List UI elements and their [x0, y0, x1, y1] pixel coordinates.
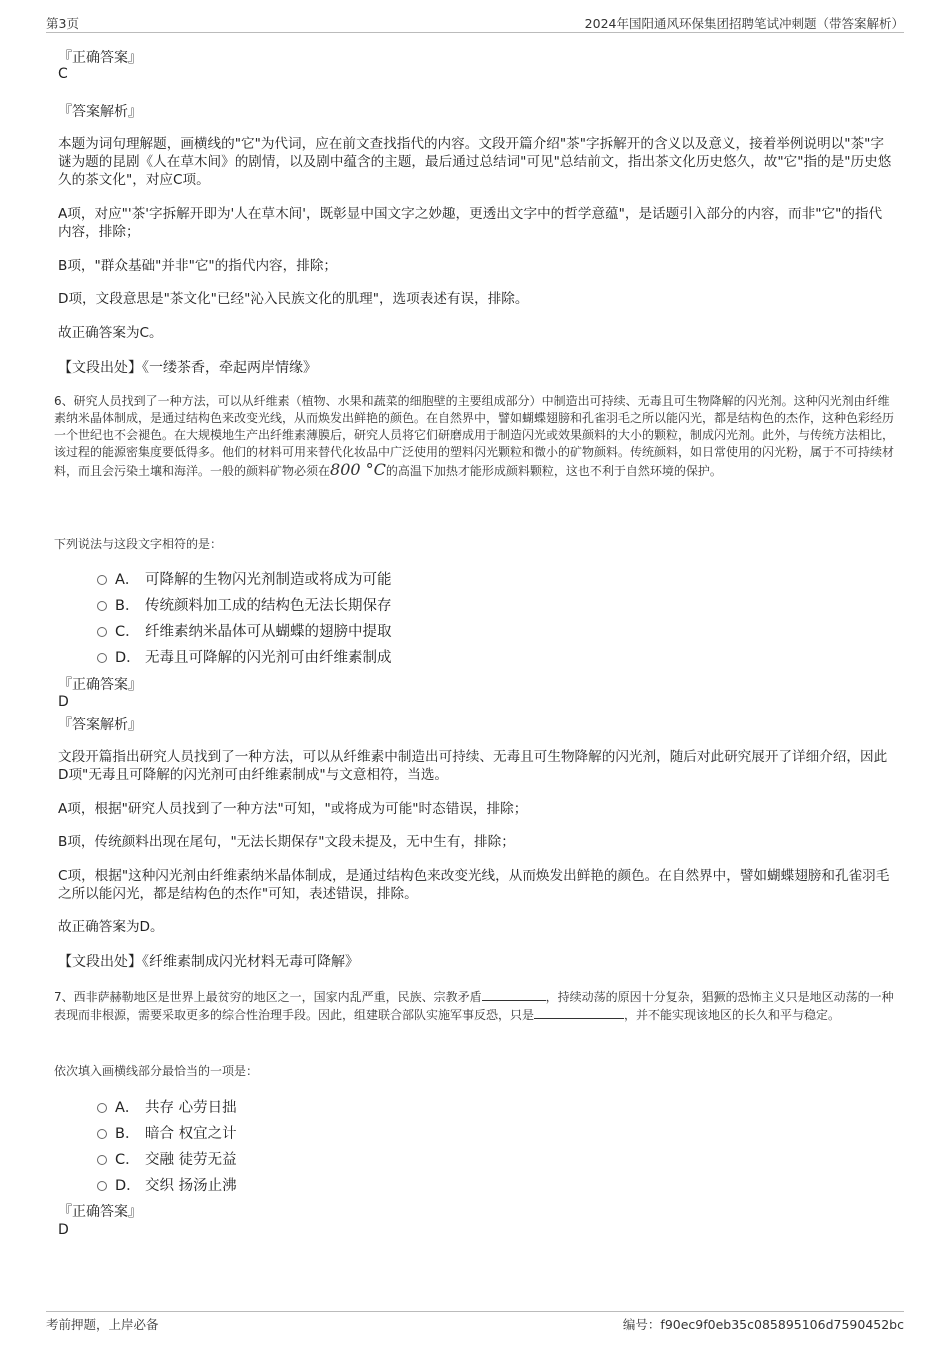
footer-slogan: 考前押题，上岸必备	[46, 1317, 159, 1332]
option-letter: D．	[115, 1177, 141, 1194]
q6-analysis-b: B项，传统颜料出现在尾句，"无法长期保存"文段未提及，无中生有，排除；	[58, 834, 515, 850]
option-letter: B．	[115, 597, 140, 614]
q7-answer: D	[58, 1222, 69, 1238]
q6-answer: D	[58, 694, 69, 710]
option-text: 交融 徒劳无益	[145, 1151, 237, 1168]
q6-analysis-main: 文段开篇指出研究人员找到了一种方法，可以从纤维素中制造出可持续、无毒且可生物降解的闪光剂，随后对此研究展开了详细介绍，因此D项"无毒且可降解的闪光剂可由纤维素制成"与文意相符，当选。	[58, 749, 888, 783]
q5-analysis-label: 『答案解析』	[58, 104, 142, 120]
temperature-value: 800 °C	[330, 460, 386, 479]
option-text: 共存 心劳日拙	[145, 1099, 237, 1116]
q6-option-b[interactable]	[97, 594, 392, 614]
q5-answer: C	[58, 66, 68, 82]
q7-prompt: 依次填入画横线部分最恰当的一项是：	[54, 1064, 259, 1078]
option-letter: B．	[115, 1125, 140, 1142]
page-header	[46, 14, 904, 33]
q6-prompt: 下列说法与这段文字相符的是：	[54, 537, 223, 551]
q6-analysis-c: C项，根据"这种闪光剂由纤维素纳米晶体制成，是通过结构色来改变光线，从而焕发出鲜艳的颜色。在自然界中，譬如蝴蝶翅膀和孔雀羽毛之所以能闪光，都是结构色的杰作"可知，表述错误，排除。	[58, 868, 890, 902]
q6-option-d[interactable]	[97, 646, 392, 666]
q6-correct-label: 『正确答案』	[58, 677, 142, 693]
q5-analysis-a: A项，对应"'茶'字拆解开即为'人在草木间'，既彰显中国文字之妙趣，更透出文字中的哲学意蕴"，是话题引入部分的内容，而非"它"的指代内容，排除；	[58, 206, 883, 240]
radio-icon[interactable]	[97, 1103, 107, 1113]
option-text: 纤维素纳米晶体可从蝴蝶的翅膀中提取	[145, 623, 392, 640]
option-letter: A．	[115, 1099, 140, 1116]
q5-analysis-main: 本题为词句理解题，画横线的"它"为代词，应在前文查找指代的内容。文段开篇介绍"茶"字拆解开的含义以及意义，接着举例说明以"茶"字谜为题的昆剧《人在草木间》的剧情，以及剧中蕴含的主题，最后通过总结词"可见"总结前文，指出茶文化历史悠久，故"它"指的是"历史悠久的茶文化"，对应C项。	[58, 136, 892, 188]
option-text: 暗合 权宜之计	[145, 1125, 237, 1142]
q5-conclusion: 故正确答案为C。	[58, 325, 163, 341]
q7-option-a[interactable]	[97, 1096, 237, 1116]
q7-stem-text-1: 7、西非萨赫勒地区是世界上最贫穷的地区之一，国家内乱严重，民族、宗教矛盾	[54, 990, 482, 1004]
page-footer	[46, 1311, 904, 1334]
q7-stem-text-3: ，并不能实现该地区的长久和平与稳定。	[624, 1008, 841, 1022]
page-number: 第3页	[46, 16, 79, 31]
q5-source: 【文段出处】《一缕茶香，牵起两岸情缘》	[58, 360, 317, 376]
radio-icon[interactable]	[97, 653, 107, 663]
blank-1	[482, 988, 546, 1001]
blank-2	[534, 1006, 624, 1019]
q7-option-d[interactable]	[97, 1174, 237, 1194]
q6-conclusion: 故正确答案为D。	[58, 919, 164, 935]
q6-option-c[interactable]	[97, 620, 392, 640]
q6-source: 【文段出处】《纤维素制成闪光材料无毒可降解》	[58, 954, 359, 970]
footer-code-value: f90ec9f0eb35c085895106d7590452bc	[660, 1317, 904, 1332]
radio-icon[interactable]	[97, 1181, 107, 1191]
q5-analysis-d: D项，文段意思是"茶文化"已经"沁入民族文化的肌理"，选项表述有误，排除。	[58, 291, 529, 307]
q7-stem	[54, 988, 894, 1024]
option-letter: C．	[115, 1151, 140, 1168]
q7-option-c[interactable]	[97, 1148, 237, 1168]
q7-option-b[interactable]	[97, 1122, 237, 1142]
option-text: 交织 扬汤止沸	[145, 1177, 237, 1194]
footer-code	[623, 1315, 904, 1333]
radio-icon[interactable]	[97, 601, 107, 611]
q5-analysis-b: B项，"群众基础"并非"它"的指代内容，排除；	[58, 258, 338, 274]
q7-correct-label: 『正确答案』	[58, 1204, 142, 1220]
radio-icon[interactable]	[97, 627, 107, 637]
q6-analysis-label: 『答案解析』	[58, 717, 142, 733]
q6-stem	[54, 393, 894, 480]
option-letter: C．	[115, 623, 140, 640]
q7-stem-text-2: ，持续动荡的原因十分复杂，猖獗的恐怖主义只是地区动荡的一种表现而非根源，需要采取更多的综合性治理手段。因此，组建联合部队实施军事反恐，只是	[54, 990, 894, 1022]
option-text: 可降解的生物闪光剂制造或将成为可能	[145, 571, 392, 588]
option-text: 传统颜料加工成的结构色无法长期保存	[145, 597, 392, 614]
q6-stem-text-1: 6、研究人员找到了一种方法，可以从纤维素（植物、水果和蔬菜的细胞壁的主要组成部分）中制造出可持续、无毒且可生物降解的闪光剂。这种闪光剂由纤维素纳米晶体制成，是通过结构色来改变光线，从而焕发出鲜艳的颜色。在自然界中，譬如蝴蝶翅膀和孔雀羽毛之所以能闪光，都是结构色的杰作，这种色彩经历一个世纪也不会褪色。在大规模地生产出纤维素薄膜后，研究人员将它们研磨成用于制造闪光或效果颜料的大小的颗粒，制成闪光剂。此外，与传统方法相比，该过程的能源密集度要低得多。他们的材料可用来替代化妆品中广泛使用的塑料闪光颗粒和微小的矿物颜料。传统颜料，如日常使用的闪光粉，属于不可持续材料，而且会污染土壤和海洋。一般的颜料矿物必须在	[54, 394, 895, 478]
option-letter: D．	[115, 649, 141, 666]
q6-analysis-a: A项，根据"研究人员找到了一种方法"可知，"或将成为可能"时态错误，排除；	[58, 801, 528, 817]
radio-icon[interactable]	[97, 1155, 107, 1165]
q5-correct-label: 『正确答案』	[58, 50, 142, 66]
radio-icon[interactable]	[97, 575, 107, 585]
option-letter: A．	[115, 571, 140, 588]
footer-code-label: 编号：	[622, 1317, 661, 1332]
q6-stem-text-2: 的高温下加热才能形成颜料颗粒，这也不利于自然环境的保护。	[385, 464, 722, 478]
option-text: 无毒且可降解的闪光剂可由纤维素制成	[145, 649, 392, 666]
document-title: 2024年国阳通风环保集团招聘笔试冲刺题（带答案解析）	[584, 16, 904, 31]
radio-icon[interactable]	[97, 1129, 107, 1139]
q6-option-a[interactable]	[97, 568, 392, 588]
